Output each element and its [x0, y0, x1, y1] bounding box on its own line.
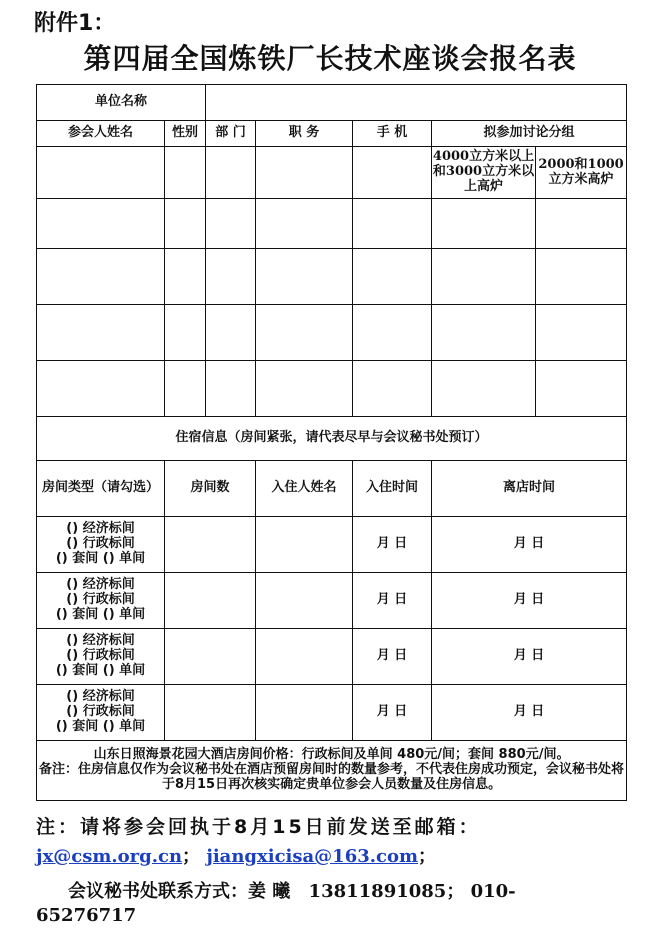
- checkout-cell[interactable]: 月 日: [432, 573, 627, 629]
- room-option-executive[interactable]: () 行政标间: [66, 704, 135, 720]
- page-title: 第四届全国炼铁厂长技术座谈会报名表: [83, 42, 577, 75]
- checkout-cell[interactable]: 月 日: [432, 517, 627, 573]
- room-type-options[interactable]: [37, 517, 165, 573]
- price-note: 山东日照海景花园大酒店房间价格：行政标间及单间 480元/间；套间 880元/间。: [93, 747, 570, 763]
- col-mobile: 手 机: [353, 121, 432, 147]
- lodging-section-title: 住宿信息（房间紧张，请代表尽早与会议秘书处预订）: [37, 417, 627, 461]
- position-cell[interactable]: [256, 305, 353, 361]
- email-separator: ；: [182, 846, 201, 867]
- participant-row: [37, 305, 627, 361]
- room-type-options[interactable]: [37, 629, 165, 685]
- name-cell[interactable]: [37, 249, 165, 305]
- checkin-cell[interactable]: 月 日: [353, 629, 432, 685]
- department-cell[interactable]: [206, 305, 256, 361]
- position-cell[interactable]: [256, 361, 353, 417]
- lodging-row: [37, 517, 627, 573]
- notes-row: [37, 741, 627, 801]
- mobile-cell[interactable]: [353, 305, 432, 361]
- position-cell[interactable]: [256, 199, 353, 249]
- name-cell[interactable]: [37, 305, 165, 361]
- room-option-suite-single[interactable]: () 套间 () 单间: [55, 606, 146, 622]
- guest-name-cell[interactable]: [256, 517, 353, 573]
- name-cell[interactable]: [37, 361, 165, 417]
- group-cell[interactable]: [432, 305, 536, 361]
- room-option-economy[interactable]: () 经济标间: [66, 633, 135, 649]
- group-cell[interactable]: [432, 199, 536, 249]
- contact-phone-cont: 65276717: [36, 905, 137, 926]
- notes-cell: [37, 741, 627, 801]
- mobile-cell[interactable]: [353, 361, 432, 417]
- group-cell[interactable]: [536, 305, 627, 361]
- room-option-suite-single[interactable]: () 套间 () 单间: [55, 662, 146, 678]
- contact-line: [36, 877, 636, 903]
- gender-cell[interactable]: [165, 249, 206, 305]
- group-cell[interactable]: [536, 249, 627, 305]
- gender-cell[interactable]: [165, 199, 206, 249]
- mobile-cell[interactable]: [353, 199, 432, 249]
- participant-row: [37, 199, 627, 249]
- department-cell[interactable]: [206, 199, 256, 249]
- checkin-cell[interactable]: 月 日: [353, 573, 432, 629]
- subgroup-large-furnace[interactable]: 4000立方米以上和3000立方米以上高炉: [432, 147, 536, 199]
- department-cell[interactable]: [206, 361, 256, 417]
- email-line: [36, 842, 636, 868]
- email-link-cisa[interactable]: jiangxicisa@163.com: [206, 846, 419, 867]
- lodging-row: [37, 573, 627, 629]
- guest-name-cell[interactable]: [256, 573, 353, 629]
- room-option-executive[interactable]: () 行政标间: [66, 648, 135, 664]
- lodging-row: [37, 629, 627, 685]
- mobile-cell[interactable]: [353, 147, 432, 199]
- contact-phone: 13811891085； 010-: [308, 881, 516, 902]
- group-cell[interactable]: [432, 249, 536, 305]
- participant-row: [37, 147, 627, 199]
- unit-row: [37, 85, 627, 121]
- room-option-economy[interactable]: () 经济标间: [66, 689, 135, 705]
- unit-input-cell[interactable]: [206, 85, 627, 121]
- email-link-csm[interactable]: jx@csm.org.cn: [36, 846, 183, 867]
- lodging-section-row: [37, 417, 627, 461]
- name-cell[interactable]: [37, 147, 165, 199]
- room-count-cell[interactable]: [165, 517, 256, 573]
- col-checkin: 入住时间: [353, 461, 432, 517]
- room-type-options[interactable]: [37, 573, 165, 629]
- room-count-cell[interactable]: [165, 685, 256, 741]
- gender-cell[interactable]: [165, 147, 206, 199]
- subgroup-medium-furnace[interactable]: 2000和1000立方米高炉: [536, 147, 627, 199]
- department-cell[interactable]: [206, 249, 256, 305]
- checkout-cell[interactable]: 月 日: [432, 629, 627, 685]
- remark-note: 备注：住房信息仅作为会议秘书处在酒店预留房间时的数量参考，不代表住房成功预定，会议秘书处将于8月15日再次核实确定贵单位参会人员数量及住房信息。: [39, 762, 625, 792]
- submission-note: 注：请将参会回执于8月15日前发送至邮箱：: [36, 816, 481, 838]
- col-position: 职 务: [256, 121, 353, 147]
- position-cell[interactable]: [256, 249, 353, 305]
- col-guest-name: 入住人姓名: [256, 461, 353, 517]
- name-cell[interactable]: [37, 199, 165, 249]
- lodging-header-row: [37, 461, 627, 517]
- contact-label: 会议秘书处联系方式：姜 曦: [68, 881, 291, 902]
- attachment-label: 附件1：: [34, 11, 116, 36]
- gender-cell[interactable]: [165, 305, 206, 361]
- gender-cell[interactable]: [165, 361, 206, 417]
- room-count-cell[interactable]: [165, 573, 256, 629]
- group-cell[interactable]: [432, 361, 536, 417]
- position-cell[interactable]: [256, 147, 353, 199]
- col-group: 拟参加讨论分组: [432, 121, 627, 147]
- group-cell[interactable]: [536, 199, 627, 249]
- room-option-suite-single[interactable]: () 套间 () 单间: [55, 550, 146, 566]
- mobile-cell[interactable]: [353, 249, 432, 305]
- unit-label: 单位名称: [37, 85, 206, 121]
- checkout-cell[interactable]: 月 日: [432, 685, 627, 741]
- participant-row: [37, 249, 627, 305]
- room-option-executive[interactable]: () 行政标间: [66, 536, 135, 552]
- col-department: 部 门: [206, 121, 256, 147]
- col-checkout: 离店时间: [432, 461, 627, 517]
- room-count-cell[interactable]: [165, 629, 256, 685]
- room-option-economy[interactable]: () 经济标间: [66, 521, 135, 537]
- guest-name-cell[interactable]: [256, 685, 353, 741]
- room-option-economy[interactable]: () 经济标间: [66, 577, 135, 593]
- participant-row: [37, 361, 627, 417]
- department-cell[interactable]: [206, 147, 256, 199]
- room-option-suite-single[interactable]: () 套间 () 单间: [55, 718, 146, 734]
- email-end: ；: [418, 846, 437, 867]
- registration-table: [36, 84, 627, 801]
- col-room-type: 房间类型（请勾选）: [37, 461, 165, 517]
- room-type-options[interactable]: [37, 685, 165, 741]
- col-name: 参会人姓名: [37, 121, 165, 147]
- col-room-count: 房间数: [165, 461, 256, 517]
- lodging-row: [37, 685, 627, 741]
- checkin-cell[interactable]: 月 日: [353, 517, 432, 573]
- participant-header-row: [37, 121, 627, 147]
- group-cell[interactable]: [536, 361, 627, 417]
- room-option-executive[interactable]: () 行政标间: [66, 592, 135, 608]
- guest-name-cell[interactable]: [256, 629, 353, 685]
- col-gender: 性别: [165, 121, 206, 147]
- checkin-cell[interactable]: 月 日: [353, 685, 432, 741]
